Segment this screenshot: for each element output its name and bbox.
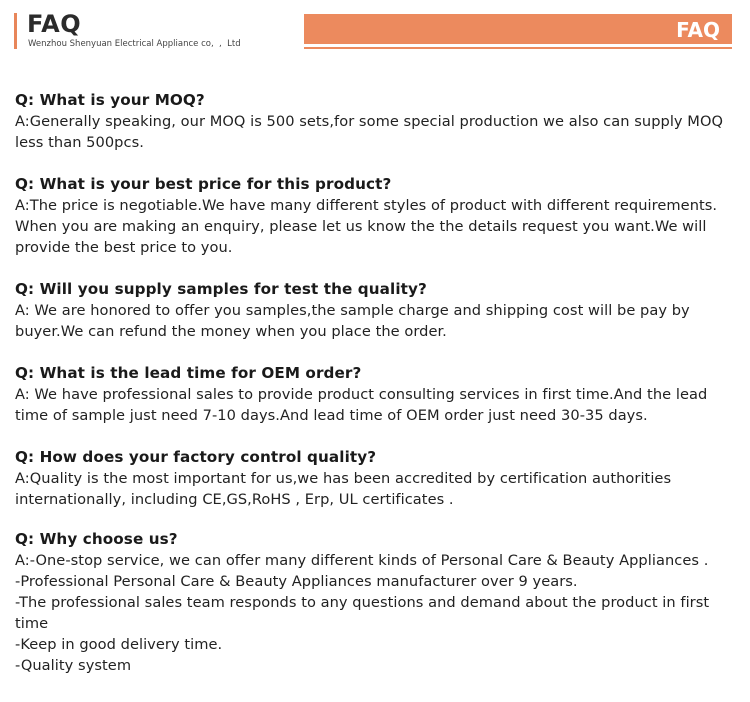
banner-label: FAQ (676, 18, 720, 42)
company-name: Wenzhou Shenyuan Electrical Appliance co, , Ltd (28, 39, 241, 49)
question: Q: What is your MOQ? (15, 91, 205, 109)
answer (15, 195, 737, 258)
answer-line: A:-One-stop service, we can offer many different kinds of Personal Care & Beauty Appliances . (15, 552, 709, 569)
answer (15, 111, 737, 153)
answer (15, 300, 737, 342)
faq-item-why-us (15, 528, 737, 676)
answer-line: A:Generally speaking, our MOQ is 500 sets,for some special production we also can supply MOQ less than 500pcs. (15, 113, 724, 151)
answer-line: A: We have professional sales to provide product consulting services in first time.And the lead time of sample just need 7-10 days.And lead time of OEM order just need 30-35 days. (15, 386, 708, 424)
faq-item-lead-time (15, 362, 737, 426)
answer-line: -Quality system (15, 657, 132, 674)
banner-underline (304, 47, 732, 49)
question: Q: What is your best price for this product? (15, 175, 392, 193)
page-title: FAQ (27, 10, 82, 38)
question: Q: How does your factory control quality? (15, 448, 377, 466)
page-header (0, 0, 750, 60)
question: Q: Why choose us? (15, 530, 178, 548)
faq-item-quality (15, 446, 737, 510)
answer-line: A:The price is negotiable.We have many different styles of product with different requirements. When you are making an enquiry, please let us know the the details request you want.We will provide the best price to you. (15, 197, 718, 256)
answer-line: -Keep in good delivery time. (15, 636, 223, 653)
section-banner (304, 14, 732, 44)
answer-line: A:Quality is the most important for us,we has been accredited by certification authorities internationally, including CE,GS,RoHS , Erp, UL certificates . (15, 470, 672, 508)
answer (15, 468, 737, 510)
faq-item-moq (15, 89, 737, 153)
question: Q: What is the lead time for OEM order? (15, 364, 362, 382)
faq-item-samples (15, 278, 737, 342)
answer (15, 550, 737, 676)
faq-item-price (15, 173, 737, 258)
answer-line: -The professional sales team responds to any questions and demand about the product in first time (15, 594, 710, 632)
answer (15, 384, 737, 426)
faq-list (15, 89, 737, 696)
question: Q: Will you supply samples for test the quality? (15, 280, 427, 298)
answer-line: A: We are honored to offer you samples,the sample charge and shipping cost will be pay by buyer.We can refund the money when you place the order. (15, 302, 690, 340)
accent-bar (14, 13, 17, 49)
answer-line: -Professional Personal Care & Beauty Appliances manufacturer over 9 years. (15, 573, 578, 590)
